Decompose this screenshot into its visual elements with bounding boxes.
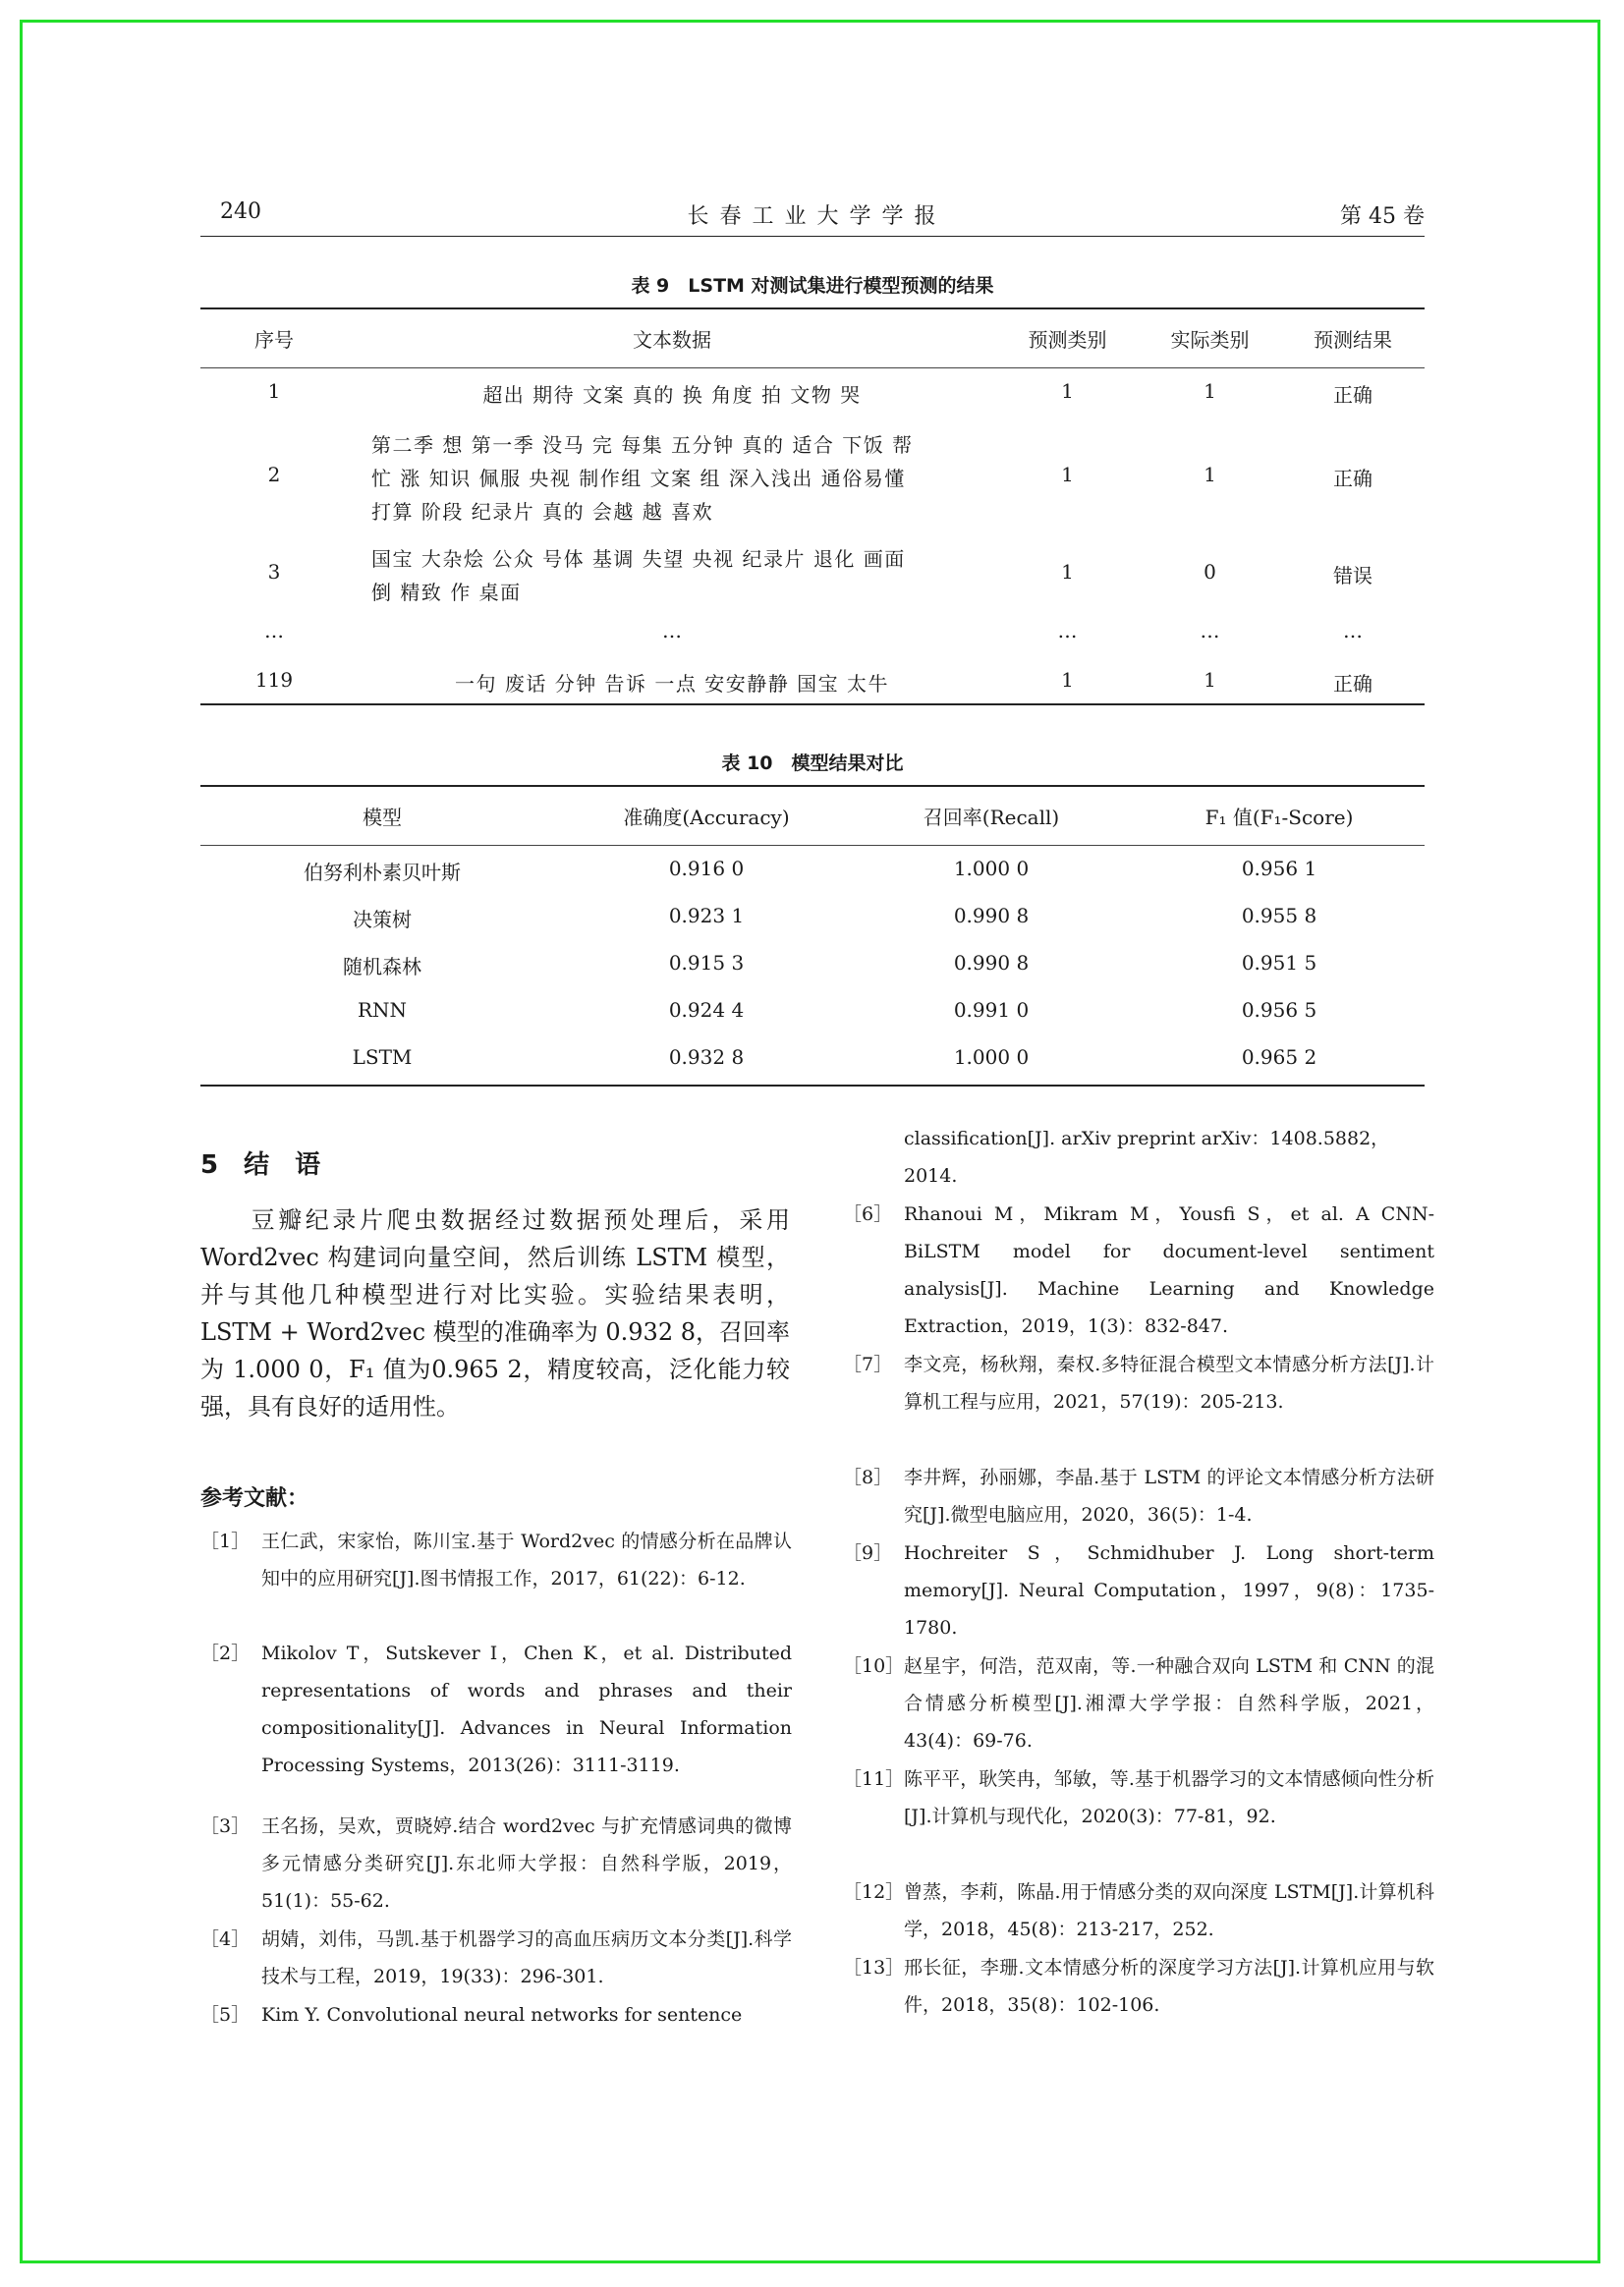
conclusion-paragraph (200, 1201, 790, 1425)
reference-item (200, 1523, 790, 1597)
reference-item (843, 1534, 1434, 1646)
table9-cell-actual: 0 (1204, 560, 1216, 584)
table9-cell-id: 2 (267, 463, 281, 486)
table9-cell-id: 3 (267, 560, 281, 584)
table10-cell-recall: 1.000 0 (953, 857, 1030, 880)
table9-header-cell: 序号 (254, 328, 294, 352)
table9-cell-result: 正确 (1333, 467, 1372, 490)
volume-label: 第 45 卷 (1340, 204, 1425, 229)
table10-cell-accuracy: 0.924 4 (668, 998, 745, 1022)
reference-text: 陈平平，耿笑冉，邹敏，等.基于机器学习的文本情感倾向性分析[J].计算机与现代化，2020(3)：77-81，92. (904, 1768, 1434, 1827)
table10-cell-recall: 0.991 0 (953, 998, 1030, 1022)
reference-text: 邢长征，李珊.文本情感分析的深度学习方法[J].计算机应用与软件，2018，35(8)：102-106. (904, 1957, 1434, 2016)
reference-number: ［9］ (843, 1542, 893, 1564)
table9-cell-id: 119 (254, 668, 294, 692)
reference-number: ［4］ (200, 1928, 251, 1950)
journal-title: 长 春 工 业 大 学 学 报 (687, 204, 938, 229)
table9-cell-text: 一句 废话 分钟 告诉 一点 安安静静 国宝 太牛 (454, 672, 889, 696)
reference-item (843, 1949, 1434, 2024)
conclusion-text: 豆瓣纪录片爬虫数据经过数据预处理后，采用 Word2vec 构建词向量空间，然后训练 LSTM 模型，并与其他几种模型进行对比实验。实验结果表明，LSTM + Word2vec 模型的准确率为 0.932 8，召回率为 1.000 0，F₁ 值为0.965 2，精度较高，泛化能力较强，具有良好的适用性。 (200, 1206, 790, 1421)
reference-text: 王仁武，宋家怡，陈川宝.基于 Word2vec 的情感分析在品牌认知中的应用研究[J].图书情报工作，2017，61(22)：6-12. (261, 1531, 792, 1590)
table10-cell-accuracy: 0.932 8 (668, 1045, 745, 1069)
table9-cell-actual: … (1200, 619, 1220, 642)
reference-number: ［13］ (843, 1957, 905, 1979)
reference-item (843, 1459, 1434, 1534)
table9-cell-pred: 1 (1061, 463, 1074, 486)
table10-cell-recall: 0.990 8 (953, 904, 1030, 927)
reference-text: 王名扬，吴欢，贾晓婷.结合 word2vec 与扩充情感词典的微博多元情感分类研究[J].东北师大学报：自然科学版，2019，51(1)：55-62. (261, 1815, 792, 1912)
header-rule (200, 236, 1425, 237)
table10-top-rule (200, 785, 1425, 787)
table9-header-cell: 预测结果 (1314, 328, 1392, 352)
reference-text: Mikolov T，Sutskever I，Chen K，et al. Distributed representations of words and phrases and their compositionality[J]. Advances in Neural Information Processing Systems，2013(26)：3111-3119. (261, 1643, 792, 1776)
reference-item (200, 1635, 790, 1784)
table9-header-cell: 实际类别 (1170, 328, 1250, 352)
table10-cell-accuracy: 0.916 0 (668, 857, 745, 880)
table9-cell-text-line: 第二季 想 第一季 没马 完 每集 五分钟 真的 适合 下饭 帮 (371, 433, 914, 457)
table10-cell-model: 决策树 (353, 908, 412, 931)
reference-text: Kim Y. Convolutional neural networks for sentence (261, 2004, 743, 2026)
table10-cell-accuracy: 0.915 3 (668, 951, 745, 975)
reference-text: 胡婧，刘伟，马凯.基于机器学习的高血压病历文本分类[J].科学技术与工程，2019，19(33)：296-301. (261, 1928, 792, 1987)
table9-cell-result: 正确 (1333, 672, 1372, 696)
table10-cell-model: RNN (357, 998, 408, 1022)
table9-cell-text-line: 打算 阶段 纪录片 真的 会越 越 喜欢 (371, 500, 714, 524)
reference-text: 赵星宇，何浩，范双南，等.一种融合双向 LSTM 和 CNN 的混合情感分析模型[J].湘潭大学学报：自然科学版，2021，43(4)：69-76. (904, 1655, 1434, 1752)
table10-cell-recall: 1.000 0 (953, 1045, 1030, 1069)
table9-caption: 表 9 LSTM 对测试集进行模型预测的结果 (631, 275, 994, 297)
section-title: 5 结 语 (200, 1150, 321, 1180)
table9-cell-id: 1 (267, 379, 281, 403)
table10-header-cell: 召回率(Recall) (923, 806, 1060, 829)
reference-text: 李文亮，杨秋翔，秦权.多特征混合模型文本情感分析方法[J].计算机工程与应用，2021，57(19)：205-213. (904, 1354, 1434, 1413)
table10-header-cell: F₁ 值(F₁-Score) (1204, 806, 1354, 829)
table9-cell-pred: 1 (1061, 668, 1074, 692)
table10-cell-f1: 0.956 1 (1241, 857, 1317, 880)
table10-header-cell: 准确度(Accuracy) (623, 806, 790, 829)
reference-item (200, 1808, 790, 1920)
table10-cell-f1: 0.965 2 (1241, 1045, 1317, 1069)
table9-cell-actual: 1 (1204, 668, 1216, 692)
table9-cell-text-line: 国宝 大杂烩 公众 号体 基调 失望 央视 纪录片 退化 画面 (371, 547, 906, 571)
reference-text: Hochreiter S，Schmidhuber J. Long short-term memory[J]. Neural Computation，1997，9(8)：1735-1780. (904, 1542, 1434, 1639)
table10-bottom-rule (200, 1085, 1425, 1087)
table10-header-rule (200, 845, 1425, 846)
references-heading: 参考文献： (200, 1486, 309, 1511)
table9-cell-text-line: 倒 精致 作 桌面 (371, 581, 522, 604)
table10-cell-f1: 0.955 8 (1241, 904, 1317, 927)
table9-cell-pred: 1 (1061, 560, 1074, 584)
table9-header-cell: 预测类别 (1028, 328, 1107, 352)
reference-item (200, 1996, 790, 2034)
reference-item (200, 1921, 790, 1995)
table9-cell-text: … (662, 619, 682, 642)
table10-cell-f1: 0.951 5 (1241, 951, 1317, 975)
reference-item (843, 1196, 1434, 1345)
table10-cell-model: 伯努利朴素贝叶斯 (304, 861, 461, 884)
table9-bottom-rule (200, 703, 1425, 705)
reference-number: ［3］ (200, 1815, 251, 1837)
table9-cell-result: … (1343, 619, 1363, 642)
table9-cell-actual: 1 (1204, 463, 1216, 486)
table9-cell-result: 正确 (1333, 383, 1372, 407)
table10-cell-model: LSTM (352, 1045, 413, 1069)
reference-number: ［10］ (843, 1655, 905, 1677)
table9-cell-pred: 1 (1061, 379, 1074, 403)
reference-number: ［12］ (843, 1881, 905, 1903)
reference-item (843, 1760, 1434, 1872)
table9-cell-pred: … (1057, 619, 1078, 642)
reference-number: ［7］ (843, 1354, 893, 1375)
table10-caption: 表 10 模型结果对比 (721, 753, 904, 774)
table9-header-rule (200, 367, 1425, 368)
reference-continuation: classification[J]. arXiv preprint arXiv：1408.5882，2014. (904, 1128, 1390, 1187)
reference-number: ［1］ (200, 1531, 251, 1552)
reference-number: ［2］ (200, 1643, 251, 1664)
reference-number: ［5］ (200, 2004, 251, 2026)
table10-cell-f1: 0.956 5 (1241, 998, 1317, 1022)
reference-item (843, 1647, 1434, 1759)
reference-text: 曾蒸，李莉，陈晶.用于情感分类的双向深度 LSTM[J].计算机科学，2018，45(8)：213-217，252. (904, 1881, 1434, 1940)
reference-number: ［6］ (843, 1203, 893, 1225)
table10-cell-model: 随机森林 (343, 955, 421, 978)
table9-cell-result: 错误 (1333, 564, 1372, 587)
table10-cell-accuracy: 0.923 1 (668, 904, 745, 927)
reference-number: ［11］ (843, 1768, 905, 1790)
table10-header-cell: 模型 (363, 806, 402, 829)
reference-text: Rhanoui M，Mikram M，Yousfi S，et al. A CNN-BiLSTM model for document-level sentiment analysis[J]. Machine Learning and Knowledge Extraction，2019，1(3)：832-847. (904, 1203, 1434, 1337)
reference-text: 李井辉，孙丽娜，李晶.基于 LSTM 的评论文本情感分析方法研究[J].微型电脑应用，2020，36(5)：1-4. (904, 1467, 1434, 1526)
table9-cell-text: 超出 期待 文案 真的 换 角度 拍 文物 哭 (482, 383, 862, 407)
table9-header-cell: 文本数据 (633, 328, 711, 352)
reference-item (843, 1873, 1434, 1948)
table9-cell-id: … (264, 619, 284, 642)
table9-top-rule (200, 307, 1425, 309)
page-number: 240 (220, 199, 261, 224)
table9-cell-text-line: 忙 涨 知识 佩服 央视 制作组 文案 组 深入浅出 通俗易懂 (371, 467, 906, 490)
reference-number: ［8］ (843, 1467, 893, 1488)
table10-cell-recall: 0.990 8 (953, 951, 1030, 975)
table9-cell-actual: 1 (1204, 379, 1216, 403)
reference-item (843, 1346, 1434, 1458)
